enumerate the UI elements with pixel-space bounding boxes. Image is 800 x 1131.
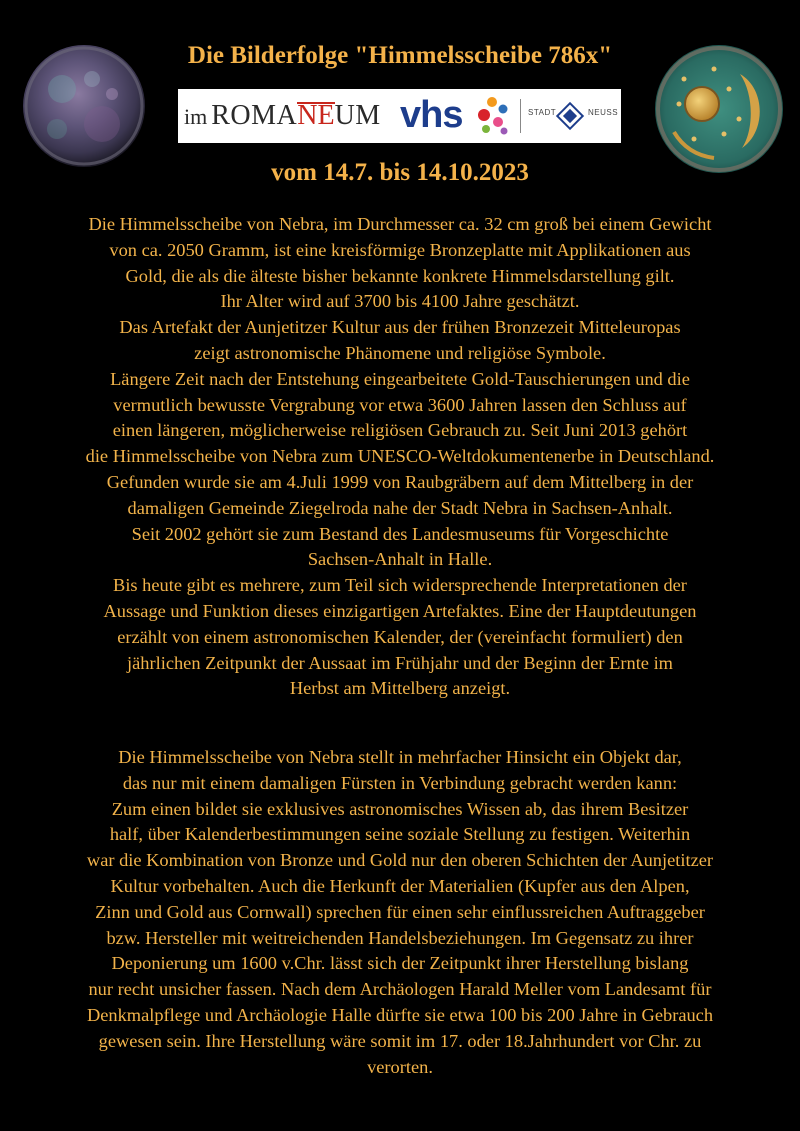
vhs-logo: vhs [400, 94, 463, 136]
paragraph-2 [20, 745, 780, 1080]
text-line: gewesen sein. Ihre Herstellung wäre somit im 17. oder 18.Jahrhundert vor Chr. zu [98, 1030, 702, 1051]
text-line: Deponierung um 1600 v.Chr. lässt sich der Zeitpunkt ihrer Herstellung bislang [111, 953, 689, 974]
text-line: half, über Kalenderbestimmungen seine soziale Stellung zu festigen. Weiterhin [109, 824, 691, 845]
romaneum-um: UM [334, 100, 381, 131]
text-line: war die Kombination von Bronze und Gold nur den oberen Schichten der Aunjetitzer [86, 850, 714, 871]
neuss-label: NEUSS [588, 108, 619, 117]
text-line: das nur mit einem damaligen Fürsten in Verbindung gebracht werden kann: [122, 772, 678, 793]
text-line: Gefunden wurde sie am 4.Juli 1999 von Raubgräbern auf dem Mittelberg in der [106, 471, 694, 492]
poster-title: Die Bilderfolge "Himmelsscheibe 786x" [187, 42, 613, 69]
text-line: von ca. 2050 Gramm, ist eine kreisförmige Bronzeplatte mit Applikationen aus [109, 239, 691, 260]
text-line: verorten. [367, 1056, 433, 1077]
text-line: Zinn und Gold aus Cornwall) sprechen für einen sehr einflussreichen Auftraggeber [95, 901, 705, 922]
romaneum-roma: ROMA [211, 100, 298, 131]
text-line: Aussage und Funktion dieses einzigartigen Artefaktes. Eine der Hauptdeutungen [103, 600, 697, 621]
text-line: jährlichen Zeitpunkt der Aussaat im Frühjahr und der Beginn der Ernte im [127, 652, 673, 673]
paragraph-1 [20, 212, 780, 702]
text-line: Zum einen bildet sie exklusives astronomisches Wissen ab, das ihrem Besitzer [111, 798, 689, 819]
text-line: Herbst am Mittelberg anzeigt. [289, 678, 511, 699]
text-line: Die Himmelsscheibe von Nebra stellt in mehrfacher Hinsicht ein Objekt dar, [118, 747, 682, 767]
text-line: Das Artefakt der Aunjetitzer Kultur aus der frühen Bronzezeit Mitteleuropas [119, 317, 681, 338]
text-line: damaligen Gemeinde Ziegelroda nahe der Stadt Nebra in Sachsen-Anhalt. [127, 497, 673, 518]
text-line: Kultur vorbehalten. Auch die Herkunft der Materialien (Kupfer aus den Alpen, [110, 875, 690, 896]
vhs-dots-icon [470, 95, 512, 137]
text-line: nur recht unsicher fassen. Nach dem Archäologen Harald Meller vom Landesamt für [88, 979, 712, 1000]
neuss-crest-icon [555, 101, 585, 131]
text-line: zeigt astronomische Phänomene und religiöse Symbole. [194, 342, 606, 363]
text-line: Ihr Alter wird auf 3700 bis 4100 Jahre geschätzt. [220, 291, 580, 312]
romaneum-prefix: im [184, 104, 208, 129]
text-line: Längere Zeit nach der Entstehung eingearbeitete Gold-Tauschierungen und die [110, 368, 690, 389]
text-line: Seit 2002 gehört sie zum Bestand des Landesmuseums für Vorgeschichte [131, 523, 669, 544]
text-line: Sachsen-Anhalt in Halle. [307, 549, 493, 570]
text-line: bzw. Hersteller mit weitreichenden Handelsbeziehungen. Im Gegensatz zu ihrer [106, 927, 694, 948]
text-line: Die Himmelsscheibe von Nebra, im Durchmesser ca. 32 cm groß bei einem Gewicht [88, 214, 712, 234]
text-line: erzählt von einem astronomischen Kalender, der (vereinfacht formuliert) den [117, 626, 683, 647]
text-line: vermutlich bewusste Vergrabung vor etwa 3600 Jahren lassen den Schluss auf [113, 394, 687, 415]
logo-divider [520, 99, 521, 133]
sponsor-logo-bar [178, 89, 621, 143]
text-line: die Himmelsscheibe von Nebra zum UNESCO-Weltdokumentenerbe in Deutschland. [85, 446, 715, 467]
text-line: Gold, die als die älteste bisher bekannte konkrete Himmelsdarstellung gilt. [125, 265, 675, 286]
romaneum-logo [184, 99, 381, 133]
text-line: Denkmalpflege und Archäologie Halle dürfte sie etwa 100 bis 200 Jahre in Gebrauch [86, 1004, 714, 1025]
stadt-label: STADT [528, 108, 557, 117]
romaneum-ne: NE [297, 100, 335, 131]
exhibition-date: vom 14.7. bis 14.10.2023 [271, 159, 529, 186]
text-line: einen längeren, möglicherweise religiösen Gebrauch zu. Seit Juni 2013 gehört [112, 420, 688, 441]
text-line: Bis heute gibt es mehrere, zum Teil sich widersprechende Interpretationen der [113, 575, 687, 596]
